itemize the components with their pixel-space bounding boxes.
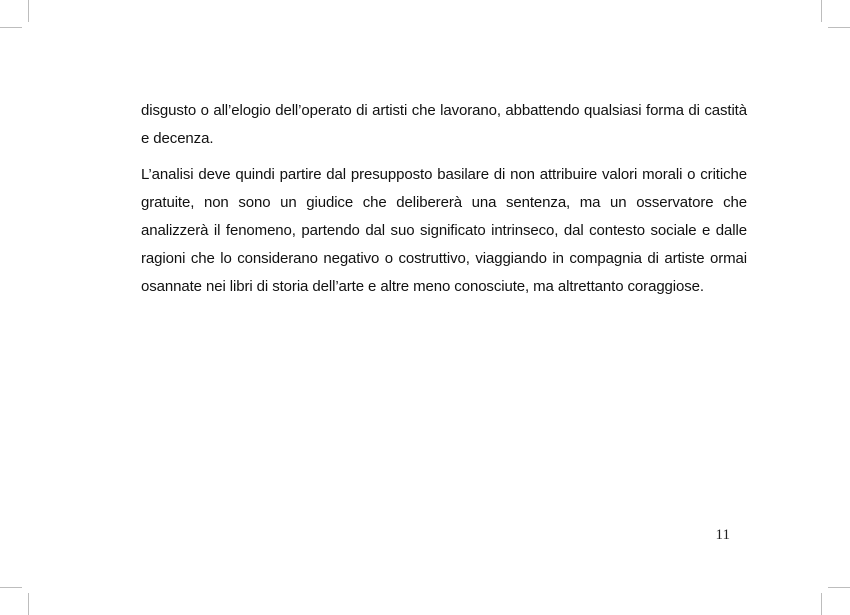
paragraph-1: disgusto o all’elogio dell’operato di artisti che lavorano, abbattendo qualsiasi forma di castità e decenza. (141, 102, 747, 147)
body-text (141, 97, 747, 301)
crop-mark-bottom-left-horizontal (0, 587, 22, 588)
paragraph-2: L’analisi deve quindi partire dal presupposto basilare di non attribuire valori morali o critiche gratuite, non sono un giudice che delibererà una sentenza, ma un osservatore che analizzerà il fenomeno, partendo dal suo significato intrinseco, dal contesto sociale e dalle ragioni che lo considerano negativo o costruttivo, viaggiando in compagnia di artiste ormai osannate nei libri di storia dell’arte e altre meno conosciute, ma altrettanto coraggiose. (141, 166, 747, 295)
crop-mark-top-left-horizontal (0, 27, 22, 28)
crop-mark-top-right-vertical (821, 0, 822, 22)
crop-mark-top-right-horizontal (828, 27, 850, 28)
crop-mark-top-left-vertical (28, 0, 29, 22)
crop-mark-bottom-left-vertical (28, 593, 29, 615)
crop-mark-bottom-right-horizontal (828, 587, 850, 588)
crop-mark-bottom-right-vertical (821, 593, 822, 615)
page-number: 11 (715, 527, 730, 543)
